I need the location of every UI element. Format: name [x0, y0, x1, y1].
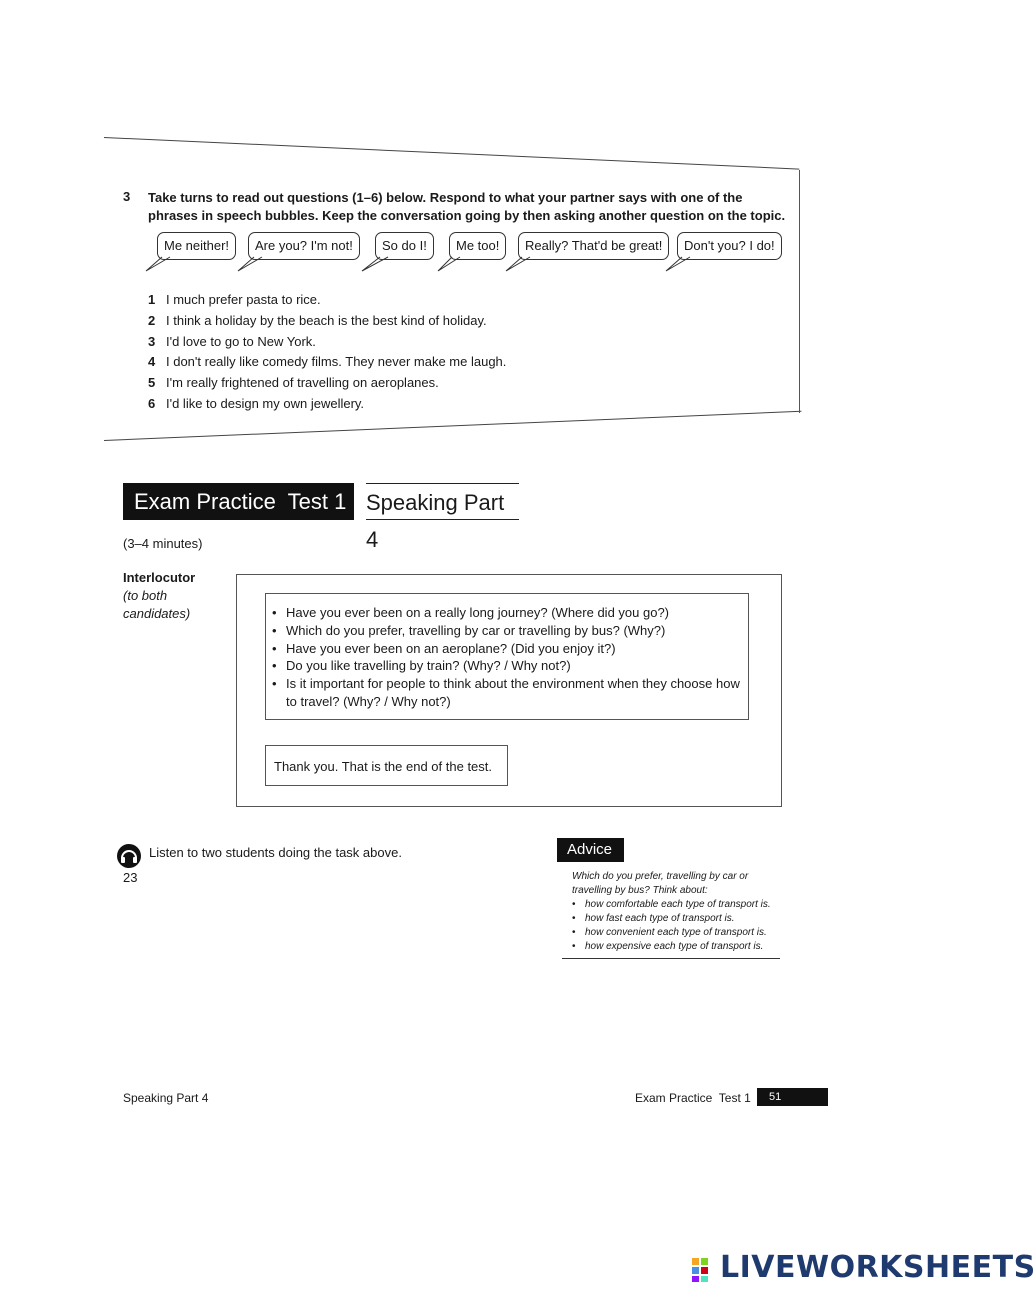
advice-title: Advice	[557, 838, 624, 862]
list-item: • Is it important for people to think about the environment when they choose how to travel? (Why? / Why not?)	[272, 675, 742, 711]
list-item: 4 I don't really like comedy films. They never make me laugh.	[148, 354, 507, 370]
page-number: 51	[757, 1088, 828, 1106]
list-item: • how convenient each type of transport is.	[572, 926, 787, 940]
list-item: • how expensive each type of transport is.	[572, 940, 787, 954]
interlocutor-label: Interlocutor	[123, 570, 196, 585]
speech-bubble: Don't you? I do!	[677, 232, 782, 260]
closing-box: Thank you. That is the end of the test.	[265, 745, 508, 786]
bubble-tails	[140, 255, 700, 275]
interlocutor-questions-box	[265, 593, 749, 720]
interlocutor-note-line2: candidates)	[123, 606, 191, 621]
advice-divider	[562, 958, 780, 959]
logo-icon	[692, 1258, 718, 1282]
panel-top-border	[104, 137, 799, 170]
panel-right-border	[799, 170, 800, 413]
panel-bottom-border	[104, 411, 801, 441]
advice-box	[572, 870, 787, 954]
footer-left: Speaking Part 4	[123, 1091, 209, 1105]
list-item: • Which do you prefer, travelling by car or travelling by bus? (Why?)	[272, 622, 742, 640]
duration: (3–4 minutes)	[123, 536, 203, 551]
list-item: • how comfortable each type of transport is.	[572, 898, 787, 912]
list-item: • Do you like travelling by train? (Why? / Why not?)	[272, 657, 742, 675]
speech-bubble: Me neither!	[157, 232, 236, 260]
list-item: 3 I'd love to go to New York.	[148, 333, 316, 349]
speech-bubble: Really? That'd be great!	[518, 232, 669, 260]
speech-bubble: Me too!	[449, 232, 506, 260]
list-item: 5 I'm really frightened of travelling on aeroplanes.	[148, 375, 439, 391]
list-item: • Have you ever been on an aeroplane? (Did you enjoy it?)	[272, 640, 742, 658]
advice-intro: Which do you prefer, travelling by car or travelling by bus? Think about:	[572, 871, 749, 896]
speech-bubble: Are you? I'm not!	[248, 232, 360, 260]
list-item: • Have you ever been on a really long journey? (Where did you go?)	[272, 604, 742, 622]
list-item: • how fast each type of transport is.	[572, 912, 787, 926]
track-number: 23	[123, 870, 138, 885]
exercise-number: 3	[123, 189, 131, 204]
footer-right: Exam Practice Test 1	[635, 1091, 751, 1105]
section-title: Speaking Part 4	[366, 483, 519, 520]
list-item: 2 I think a holiday by the beach is the best kind of holiday.	[148, 312, 487, 328]
list-item: 1 I much prefer pasta to rice.	[148, 292, 321, 307]
liveworksheets-logo[interactable]: LIVEWORKSHEETS	[720, 1250, 1036, 1285]
speech-bubble: So do I!	[375, 232, 434, 260]
listen-text: Listen to two students doing the task above.	[149, 845, 402, 860]
exercise-instruction: Take turns to read out questions (1–6) below. Respond to what your partner says with one of the phrases in speech bubbles. Keep the conversation going by then asking another question on the topic.	[148, 190, 786, 223]
question-list	[148, 290, 506, 415]
test-badge: Exam Practice Test 1	[123, 483, 354, 520]
interlocutor-note-line1: (to both	[123, 588, 168, 603]
headphones-icon	[116, 843, 142, 869]
list-item: 6 I'd like to design my own jewellery.	[148, 395, 365, 411]
